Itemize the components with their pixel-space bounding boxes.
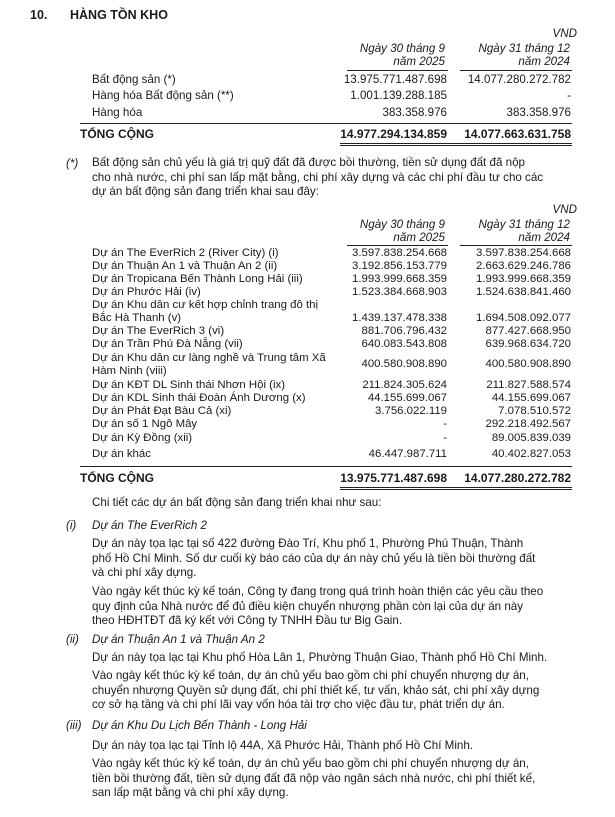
table-row <box>0 89 615 102</box>
table2-total-rule-bottom2 <box>340 489 572 490</box>
table2-col1-header <box>320 218 445 244</box>
row-label: Dự án KDL Sinh thái Đoàn Ánh Dương (x) <box>92 392 306 404</box>
table1-col2-header <box>445 42 570 68</box>
row-value-2024: 14.077.280.272.782 <box>467 73 571 86</box>
paragraph-line: theo HĐHTĐT đã ký kết với Công ty TNHH Đầu tư Big Gain. <box>92 614 403 627</box>
table-row <box>0 405 615 418</box>
project-paragraph <box>92 585 572 629</box>
row-value-2025: 3.756.022.119 <box>375 405 447 417</box>
row-label: Dự án Tropicana Bến Thành Long Hải (iii) <box>92 273 303 285</box>
table2-col2-header-line1: Ngày 31 tháng 12 <box>478 218 570 231</box>
total-label: TỔNG CỘNG <box>80 471 154 485</box>
row-value-2025: 1.523.384.668.903 <box>351 286 447 298</box>
row-value-2025: 400.580.908.890 <box>361 358 447 370</box>
table1-col2-header-rule <box>460 70 572 71</box>
table1-col1-header-line1: Ngày 30 tháng 9 <box>359 42 445 55</box>
table1-col2-header-line1: Ngày 31 tháng 12 <box>478 42 570 55</box>
project-marker: (i) <box>66 519 77 532</box>
table-row <box>0 392 615 405</box>
table2-col1-header-line1: Ngày 30 tháng 9 <box>359 218 445 231</box>
paragraph-line: chuyển nhượng Quyền sử dụng đất, chi phí thiết kế, tư vấn, khảo sát, chi phí xây dựng <box>92 683 540 697</box>
project-marker: (ii) <box>66 633 79 646</box>
total-value-2024: 14.077.280.272.782 <box>464 471 571 485</box>
project-paragraph <box>92 757 572 801</box>
row-label: Bất động sản (*) <box>92 73 176 86</box>
details-intro: Chi tiết các dự án bất động sản đang triển khai như sau: <box>92 496 382 509</box>
total-value-2025: 13.975.771.487.698 <box>340 471 447 485</box>
row-label: Dự án khác <box>92 448 151 460</box>
row-label: Dự án Phát Đạt Bàu Cả (xi) <box>92 405 232 417</box>
table-row <box>0 286 615 299</box>
table-row <box>0 299 615 325</box>
row-value-2024: 211.827.588.574 <box>486 379 571 391</box>
row-value-2025: - <box>443 418 447 430</box>
row-value-2025: 13.975.771.487.698 <box>343 73 447 86</box>
row-value-2024: - <box>567 89 571 102</box>
row-label: Dự án Kỳ Đồng (xii) <box>92 432 193 444</box>
row-value-2025: 211.824.305.624 <box>362 379 447 391</box>
row-value-2024: 383.358.976 <box>506 106 571 119</box>
row-label: Dự án KĐT DL Sinh thái Nhơn Hội (ix) <box>92 379 285 391</box>
row-label: Hàng hóa Bất động sản (**) <box>92 89 234 102</box>
row-value-2024: 89.005.839.039 <box>491 432 571 444</box>
table2-col2-header <box>445 218 570 244</box>
table-row <box>0 432 615 445</box>
table-row <box>0 352 615 378</box>
project-paragraph <box>92 651 572 666</box>
row-value-2024: 2.663.629.246.786 <box>475 260 571 272</box>
paragraph-line: Dự án này tọa lạc tại số 422 đường Đào Trí, Khu phố 1, Phường Phú Thuận, Thành <box>92 537 524 550</box>
row-value-2025: 1.001.139.288.185 <box>350 89 447 102</box>
note-line: dự án bất động sản đang triển khai sau đây: <box>92 185 319 198</box>
row-value-2025: 1.439.137.478.338 <box>351 312 447 324</box>
row-label: Dự án The EverRich 2 (River City) (i) <box>92 247 279 259</box>
table1-total-rule-bottom2 <box>340 145 572 146</box>
table-row <box>0 260 615 273</box>
paragraph-line: phố Hồ Chí Minh. Số dư cuối kỳ báo cáo của dự án này chủ yếu là tiền bồi thường đất <box>92 551 536 565</box>
paragraph-line: tiền bồi thường đất, tiền sử dụng đất đã nộp vào ngân sách nhà nước, chi phí thiết kế, <box>92 771 536 785</box>
table2-currency: VND <box>552 203 577 216</box>
row-value-2024: 1.694.508.092.077 <box>475 312 571 324</box>
note-marker: (*) <box>66 157 79 170</box>
table2-total-rule-bottom <box>340 487 572 488</box>
row-value-2024: 639.968.634.720 <box>485 338 571 350</box>
row-value-2025: 46.447.987.711 <box>368 448 447 460</box>
project-title: Dự án Khu Du Lịch Bến Thành - Long Hải <box>92 719 307 732</box>
section-title: HÀNG TỒN KHO <box>70 8 168 22</box>
table2-col2-header-line2: năm 2024 <box>518 231 570 244</box>
note-line: cho nhà nước, chi phí san lấp mặt bằng, chi phí xây dựng và các chi phí đầu tư cho các <box>92 170 544 184</box>
paragraph-line: Vào ngày kết thúc kỳ kế toán, dự án chủ yếu bao gồm chi phí chuyển nhượng dự án, <box>92 757 529 770</box>
total-value-2024: 14.077.663.631.758 <box>464 127 571 141</box>
table2-total-row <box>0 471 615 484</box>
row-label: Dự án Thuận An 1 và Thuận An 2 (ii) <box>92 260 278 272</box>
project-title: Dự án The EverRich 2 <box>92 519 207 532</box>
row-label: Hàng hóa <box>92 106 143 119</box>
table2-col2-header-rule <box>460 245 572 246</box>
row-value-2024: 1.524.638.841.460 <box>475 286 571 298</box>
project-marker: (iii) <box>66 719 82 732</box>
table1-total-rule-top <box>80 123 572 124</box>
table-row <box>0 73 615 86</box>
row-label-line1: Dự án Khu dân cư kết hợp chỉnh trang đô thị <box>92 299 318 311</box>
paragraph-line: san lấp mặt bằng và chi phí xây dựng. <box>92 786 289 799</box>
paragraph-line: quy định của Nhà nước để đủ điều kiện chuyển nhượng phần còn lại của dự án này <box>92 599 524 613</box>
row-value-2024: 292.218.492.567 <box>485 418 571 430</box>
total-label: TỔNG CỘNG <box>80 127 154 141</box>
row-value-2025: 44.155.699.067 <box>367 392 447 404</box>
row-value-2024: 7.078.510.572 <box>498 405 571 417</box>
table1-total-row <box>0 127 615 140</box>
table2-total-rule-top <box>80 466 572 467</box>
table-row <box>0 448 615 461</box>
paragraph-line: Vào ngày kết thúc kỳ kế toán, dự án chủ yếu bao gồm chi phí chuyển nhượng dự án, <box>92 669 529 682</box>
table1-col1-header-line2: năm 2025 <box>393 55 445 68</box>
table-row <box>0 338 615 351</box>
row-value-2024: 877.427.668.950 <box>485 325 571 337</box>
row-value-2024: 3.597.838.254.668 <box>475 247 571 259</box>
project-title: Dự án Thuận An 1 và Thuận An 2 <box>92 633 265 646</box>
project-paragraph <box>92 669 572 713</box>
table-row <box>0 247 615 260</box>
table2-col1-header-rule <box>347 245 448 246</box>
row-label: Dự án The EverRich 3 (vi) <box>92 325 225 337</box>
table-row <box>0 325 615 338</box>
row-value-2025: 3.597.838.254.668 <box>351 247 447 259</box>
row-value-2024: 400.580.908.890 <box>485 358 571 370</box>
paragraph-line: và chi phí xây dựng. <box>92 566 197 579</box>
row-value-2024: 1.993.999.668.359 <box>475 273 571 285</box>
paragraph-line: cơ sở hạ tầng và chi phí lãi vay vốn hóa tài trợ cho việc đầu tư, phát triển dự án. <box>92 698 505 711</box>
row-label: Dự án số 1 Ngô Mây <box>92 418 198 430</box>
table1-currency: VND <box>552 27 577 40</box>
table1-total-rule-bottom <box>340 143 572 144</box>
row-value-2025: 3.192.856.153.779 <box>351 260 447 272</box>
note-line: Bất động sản chủ yếu là giá trị quỹ đất đã được bồi thường, tiền sử dụng đất đã nộp <box>92 156 525 169</box>
row-value-2024: 40.402.827.053 <box>491 448 571 460</box>
row-value-2025: 1.993.999.668.359 <box>351 273 447 285</box>
row-value-2025: 383.358.976 <box>382 106 447 119</box>
paragraph-line: Vào ngày kết thúc kỳ kế toán, Công ty đang trong quá trình hoàn thiện các yêu cầu theo <box>92 585 544 598</box>
table-row <box>0 273 615 286</box>
row-value-2025: 640.083.543.808 <box>361 338 447 350</box>
paragraph-line: Dự án này tọa lạc tại Khu phố Hòa Lân 1, Phường Thuận Giao, Thành phố Hồ Chí Minh. <box>92 651 548 664</box>
table1-col1-header-rule <box>347 70 448 71</box>
table-row <box>0 418 615 431</box>
project-paragraph <box>92 537 572 581</box>
table1-col1-header <box>320 42 445 68</box>
row-label: Dự án Trần Phú Đà Nẵng (vii) <box>92 338 243 350</box>
table-row <box>0 379 615 392</box>
row-label-line1: Dự án Khu dân cư làng nghề và Trung tâm Xã <box>92 352 326 364</box>
row-value-2025: 881.706.796.432 <box>361 325 447 337</box>
table-row <box>0 106 615 119</box>
row-value-2024: 44.155.699.067 <box>491 392 571 404</box>
paragraph-line: Dự án này tọa lạc tại Tỉnh lộ 44A, Xã Phước Hải, Thành phố Hồ Chí Minh. <box>92 739 474 752</box>
row-label-line2: Bắc Hà Thanh (v) <box>92 312 182 324</box>
note-text <box>92 156 572 200</box>
section-number: 10. <box>30 8 48 22</box>
table2-col1-header-line2: năm 2025 <box>393 231 445 244</box>
row-label-line2: Hàm Ninh (viii) <box>92 365 167 377</box>
total-value-2025: 14.977.294.134.859 <box>340 127 447 141</box>
row-value-2025: - <box>443 432 447 444</box>
row-label: Dự án Phước Hải (iv) <box>92 286 201 298</box>
project-paragraph <box>92 739 572 754</box>
table1-col2-header-line2: năm 2024 <box>518 55 570 68</box>
